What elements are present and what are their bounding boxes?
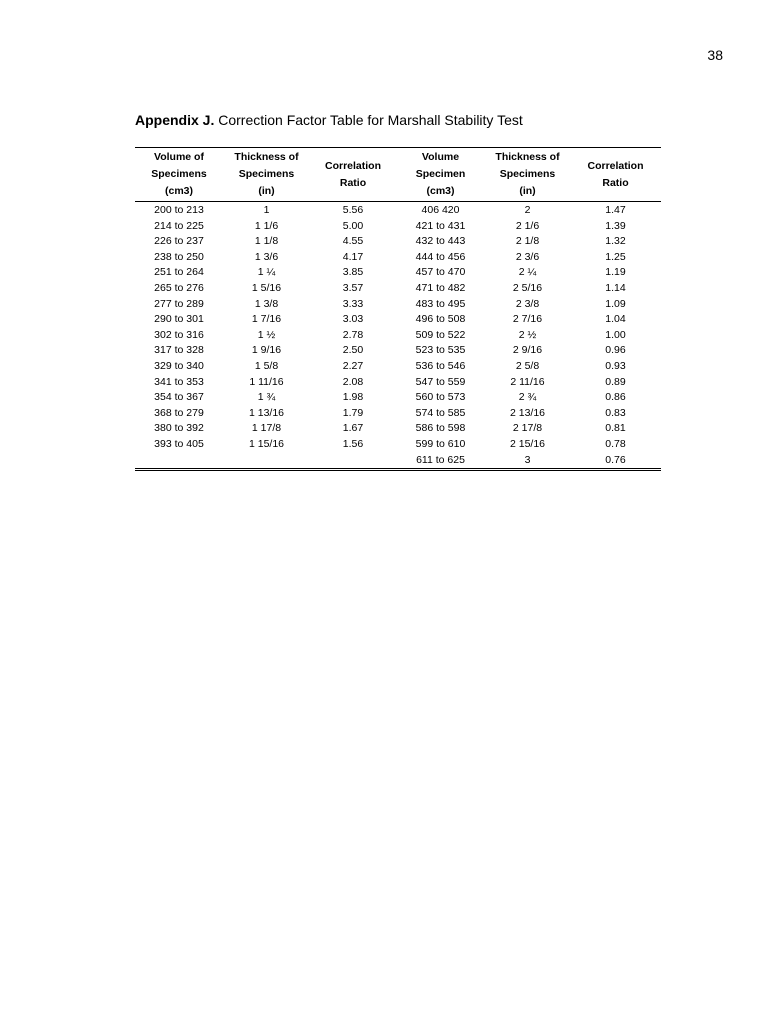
table-row [135, 297, 661, 313]
column-header [223, 148, 310, 202]
table-row [135, 250, 661, 266]
table-row [135, 406, 661, 422]
table-cell: 2 ¼ [518, 266, 537, 279]
column-header-line: (cm3) [426, 185, 455, 197]
table-cell: 0.83 [605, 406, 626, 419]
table-cell: 1 ¾ [257, 391, 276, 404]
table-cell: 0.86 [605, 391, 626, 404]
column-header-line: Volume of [154, 151, 204, 163]
column-header [310, 148, 396, 202]
table-cell: 599 to 610 [415, 437, 466, 450]
column-header [570, 148, 661, 202]
column-header-line: Thickness of [495, 151, 560, 163]
table-cell: 200 to 213 [154, 204, 204, 216]
table-cell: 1 3/6 [254, 250, 279, 263]
table-cell: 536 to 546 [415, 359, 466, 372]
table-cell: 3 [524, 453, 531, 466]
table-cell: 496 to 508 [415, 313, 466, 326]
table-cell: 1.09 [605, 297, 626, 310]
table-cell: 2 3/6 [515, 250, 540, 263]
column-header-line: Ratio [339, 176, 367, 189]
page-number: 38 [707, 47, 723, 63]
table-cell: 2 15/16 [509, 437, 546, 450]
correction-factor-table [135, 147, 661, 471]
table-cell: 317 to 328 [154, 344, 204, 357]
column-header-line: Specimens [499, 168, 556, 180]
table-cell: 2 13/16 [509, 406, 546, 419]
table-cell: 1.04 [605, 313, 626, 326]
table-cell: 1.00 [605, 328, 626, 341]
column-header-line: Ratio [602, 176, 629, 189]
table-cell: 2.08 [342, 375, 364, 388]
table-row [135, 202, 661, 219]
table-cell: 0.96 [605, 344, 626, 357]
table-cell: 1 7/16 [251, 313, 282, 326]
caption-label: Appendix J. [135, 112, 215, 128]
table-cell: 509 to 522 [415, 328, 466, 341]
table-cell: 560 to 573 [415, 391, 466, 404]
caption-text: Correction Factor Table for Marshall Stability Test [214, 112, 523, 128]
table-caption [135, 112, 523, 128]
table-cell: 421 to 431 [415, 219, 466, 232]
table-cell: 2 11/16 [510, 375, 545, 388]
table-row [135, 359, 661, 375]
column-header-line: Volume [421, 151, 460, 163]
table-cell: 2.50 [342, 344, 364, 357]
table-cell: 0.76 [605, 453, 626, 466]
column-header-line: (cm3) [164, 185, 193, 197]
table-cell: 2 ½ [518, 328, 537, 341]
table-cell: 302 to 316 [154, 328, 204, 341]
table-cell: 2 9/16 [512, 344, 543, 357]
table-cell: 1 [263, 204, 270, 216]
table-cell: 483 to 495 [415, 297, 466, 310]
table-cell: 1 ¼ [257, 266, 276, 279]
table-cell: 2 17/8 [512, 422, 543, 435]
table-row [135, 375, 661, 391]
table-cell: 444 to 456 [415, 250, 466, 263]
column-header-line: (in) [519, 185, 536, 197]
table-cell: 0.81 [605, 422, 626, 435]
table-cell: 354 to 367 [154, 391, 204, 404]
table-cell: 1 13/16 [248, 406, 285, 419]
table-cell: 2.27 [342, 359, 364, 372]
table-cell: 2 [524, 204, 531, 216]
column-header [485, 148, 570, 202]
table-cell: 265 to 276 [154, 281, 204, 294]
table-cell: 611 to 625 [416, 453, 465, 466]
table-cell: 1 11/16 [249, 375, 284, 388]
table-cell [310, 453, 396, 470]
table-cell: 2 3/8 [515, 297, 540, 310]
table-cell: 226 to 237 [154, 235, 204, 248]
table-cell: 1.47 [605, 204, 626, 216]
table-row [135, 343, 661, 359]
table-cell: 2 7/16 [512, 313, 543, 326]
table-cell: 406 420 [421, 204, 460, 216]
table-row [135, 453, 661, 470]
table-cell: 1.14 [605, 281, 626, 294]
table-cell: 1.67 [342, 422, 364, 435]
table-row [135, 437, 661, 453]
table-cell: 3.03 [342, 313, 364, 326]
table-row [135, 421, 661, 437]
table-cell: 290 to 301 [154, 313, 204, 326]
table-row [135, 312, 661, 328]
table-cell: 5.00 [342, 219, 364, 232]
column-header-line: Correlation [587, 159, 644, 172]
table-cell: 1 3/8 [254, 297, 279, 310]
table-cell: 1 ½ [257, 328, 276, 341]
table-cell: 1.98 [342, 391, 364, 404]
table-cell: 457 to 470 [415, 266, 466, 279]
table-cell: 1.56 [342, 437, 364, 450]
table-cell [223, 453, 310, 470]
table-row [135, 219, 661, 235]
table-row [135, 390, 661, 406]
column-header [135, 148, 223, 202]
table-cell: 1 1/8 [254, 235, 279, 248]
table-cell: 523 to 535 [415, 344, 466, 357]
table-cell: 432 to 443 [415, 235, 466, 248]
table-body [135, 202, 661, 470]
table-cell: 329 to 340 [154, 359, 204, 372]
table-cell: 547 to 559 [415, 375, 466, 388]
column-header-line: Correlation [324, 159, 381, 172]
column-header-line: Thickness of [234, 151, 299, 163]
table-cell: 341 to 353 [154, 375, 204, 388]
table-cell: 1.19 [605, 266, 626, 279]
table-cell: 2 1/6 [515, 219, 540, 232]
table-cell: 214 to 225 [154, 219, 204, 232]
table-cell: 277 to 289 [154, 297, 204, 310]
table-cell: 3.85 [342, 266, 364, 279]
table-cell: 0.78 [605, 437, 626, 450]
table-cell: 0.93 [605, 359, 626, 372]
table-cell: 574 to 585 [415, 406, 466, 419]
table-cell: 1.32 [605, 235, 626, 248]
column-header-line: Specimen [415, 168, 466, 180]
table-cell: 2 ¾ [518, 391, 537, 404]
table-cell: 471 to 482 [415, 281, 466, 294]
table-cell: 1 1/6 [254, 219, 279, 232]
table-row [135, 234, 661, 250]
table-cell: 3.57 [342, 281, 364, 294]
table-cell: 586 to 598 [415, 422, 466, 435]
table-header [135, 148, 661, 202]
table-cell: 1 15/16 [248, 437, 285, 450]
table-cell: 1 17/8 [251, 422, 282, 435]
column-header-line: Specimens [151, 168, 207, 180]
table-cell [135, 453, 223, 470]
table-cell: 1.79 [342, 406, 364, 419]
table-cell: 238 to 250 [154, 250, 204, 263]
table-row [135, 281, 661, 297]
table-cell: 0.89 [605, 375, 626, 388]
column-header-line: (in) [258, 185, 275, 197]
table-row [135, 328, 661, 344]
table-cell: 393 to 405 [154, 437, 204, 450]
table-row [135, 265, 661, 281]
table-cell: 2 5/16 [512, 281, 543, 294]
table-cell: 5.56 [342, 204, 364, 216]
table-cell: 1 9/16 [251, 344, 282, 357]
table-cell: 1 5/8 [254, 359, 279, 372]
table-cell: 4.55 [342, 235, 364, 248]
table-cell: 251 to 264 [154, 266, 204, 279]
table-cell: 2.78 [342, 328, 364, 341]
table-cell: 3.33 [342, 297, 364, 310]
table-cell: 380 to 392 [154, 422, 204, 435]
table-cell: 1.25 [605, 250, 626, 263]
table-cell: 2 1/8 [515, 235, 540, 248]
column-header [396, 148, 485, 202]
column-header-line: Specimens [238, 168, 295, 180]
header-row [135, 148, 661, 202]
table-cell: 1.39 [605, 219, 626, 232]
table-cell: 4.17 [342, 250, 364, 263]
table-cell: 1 5/16 [251, 281, 282, 294]
table-cell: 368 to 279 [154, 406, 204, 419]
table-cell: 2 5/8 [515, 359, 540, 372]
